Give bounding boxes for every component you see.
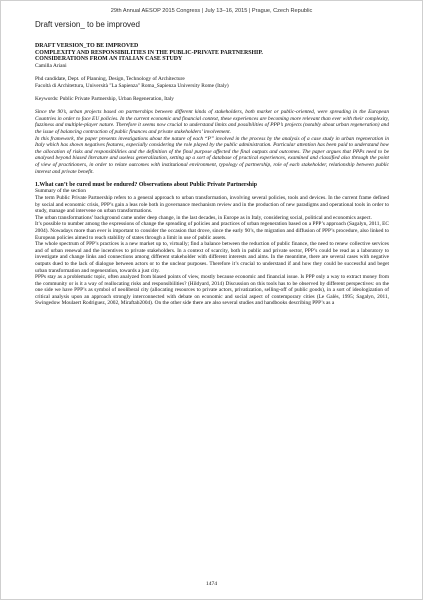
affiliation-line: Phd candidate, Dept. of Planning, Design, Technology of Architecture [35, 76, 185, 83]
body-paragraph: It’s possible to number among the expressions of change the spreading of policies and practices of urban regeneration based on a PPP’s approach (Sagalyn, 2011, EC 2004). Nowadays more than ever is important to consider the occasion that drove, since the early 90’s, the migration and diffusion of PPP’s procedure, also linked to European policies aimed to reach stability of states through a limit in use of public assets. [35, 221, 389, 241]
congress-header: 29th Annual AESOP 2015 Congress | July 13–16, 2015 | Prague, Czech Republic [110, 8, 313, 14]
page-number: 1474 [205, 581, 218, 587]
title-line: CONSIDERATIONS FROM AN ITALIAN CASE STUDY [35, 56, 183, 63]
section-subtitle: Summary of the section [35, 188, 86, 195]
body-paragraph: The term Public Private Partnership refers to a general approach to urban transformation, involving several policies, tools and devices. In the current frame defined by social and economic crisis, PPP’s gain a leas role both in governance mechanism review and in the production of new paradigms and operational tools in order to study, manage and intervene on urban transformations. [35, 194, 389, 215]
abstract [35, 109, 389, 175]
body-paragraph: The whole spectrum of PPP’s practices is a new market up to, virtually; find a balance between the reduction of public finance, the need to renew collective services and of urban renewal and the incentives to private stakeholders. In a context of scarcity, both in public and private sector, PPP’s could be read as a laboratory to investigate and change links and connections among different stakeholder with different interests and aims. In the meantime, there are several cases with negative outputs dued to the lack of dialogue between actors or to the unclear purposes. Therefore it’s crucial to understand if and how they could be successful and beget urban transformation and regeneration, towards a just city. [35, 241, 389, 274]
paper-content [35, 43, 389, 307]
draft-label: Draft version_ to be improved [35, 20, 140, 29]
abstract-paragraph: In this framework, the paper presents investigations about the nature of each “P” involved in the process by the analysis of a case study in urban regeneration in Italy which has shown negatives features, especially considering the role played by the public administration. Particular attention has been paid to understand how the allocation of risks and responsibilities and the definition of the final purpose affected the final outputs and outcomes. The paper argues that PPPs need to be analysed beyond biased literature and useless generalization, setting up a sort of database of practical experiences, examined and classified also through the point of view of practitioners, in order to relate outcomes with institutional environment, typology of partnership, role of each stakeholder, relationship between public interest and private benefit. [35, 135, 389, 175]
body-paragraph: The urban transformations’ background came under deep change, in the last decades, in Europe as in Italy, considering social, political and economics aspect. [35, 214, 372, 221]
author-name: Camilla Ariani [35, 63, 67, 70]
paper-title [35, 43, 389, 63]
title-line: COMPLEXITY AND RESPONSIBILITIES IN THE PUBLIC-PRIVATE PARTNERSHIP. [35, 49, 263, 56]
abstract-paragraph: Since the 90’s, urban projects based on partnerships between different kinds of stakeholders, both market or public-oriented, were spreading in the European Countries in order to face EU policies. In the current economic and financial context, these experiences are becoming more relevant than ever with their complexity, fuzziness and multiple-player nature. Therefore it seems now crucial to understand limits and possibilities of PPP’s projects (notably about urban regeneration) and the issue of balancing contraction of public finances and private stakeholders’ involvement. [35, 109, 389, 136]
body-paragraph: PPPs stay as a problematic topic, often analyzed from biased points of view, mostly because economic and financial issue. Is PPP only a way to extract money from the community or is it a way of reallocating risks and responsibilities? (Hildyard, 2014) Discussion on this tools has to be observed by different perspectives: on the one side we have PPP’s as symbol of neoliberal city (allocating resources to private actors, privatization, selling-off of public goods), in a sort of ideologization of critical analysis upon an approach strongly interconnected with debate on economic and social aspect of contemporary cities (Le Galès, 1995; Sagalyn, 2011, Swingedow Moulaert Rodriguez, 2002, Miraftab2004). On the other side there are also several studies and handbooks describing PPP’s as a [35, 274, 389, 307]
keywords: Keywords: Public Private Partnership, Urban Regeneration, Italy [35, 96, 174, 103]
affiliation-line: Facoltà di Architettura, Università "La Sapienza" Roma_Sapienza University Rome (Italy) [35, 82, 229, 89]
title-line: DRAFT VERSION_TO BE IMPROVED [35, 43, 139, 49]
section-title: 1.What can’t be cured must be endured? Observations about Public Private Partnership [35, 181, 257, 188]
